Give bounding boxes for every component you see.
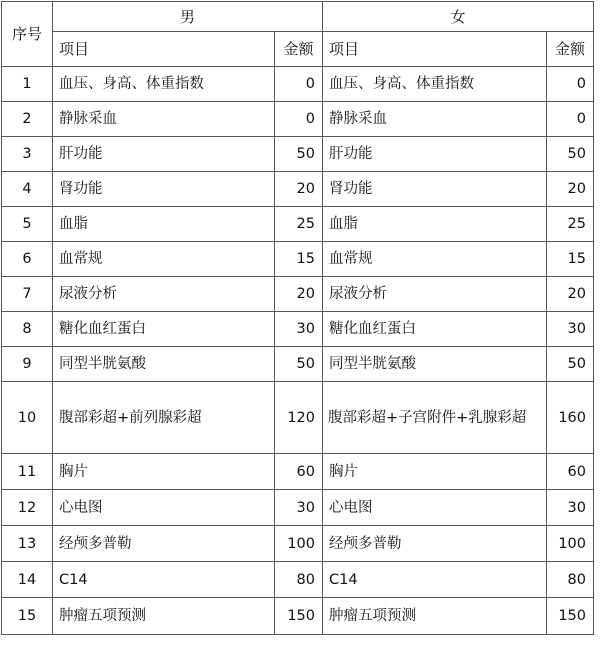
male-item: 糖化血红蛋白 bbox=[53, 312, 275, 347]
female-item: 糖化血红蛋白 bbox=[323, 312, 547, 347]
male-amount: 100 bbox=[275, 526, 323, 562]
female-item: 胸片 bbox=[323, 454, 547, 490]
index-column-header: 序号 bbox=[2, 2, 53, 67]
row-number: 14 bbox=[2, 562, 53, 598]
female-item: 肝功能 bbox=[323, 137, 547, 172]
female-amount: 0 bbox=[547, 67, 594, 102]
female-item: 尿液分析 bbox=[323, 277, 547, 312]
female-amount: 15 bbox=[547, 242, 594, 277]
female-item-header: 项目 bbox=[323, 32, 547, 67]
female-amount: 30 bbox=[547, 312, 594, 347]
row-number: 13 bbox=[2, 526, 53, 562]
female-amount: 100 bbox=[547, 526, 594, 562]
row-number: 7 bbox=[2, 277, 53, 312]
male-amount: 0 bbox=[275, 67, 323, 102]
female-amount: 50 bbox=[547, 347, 594, 382]
male-amount: 50 bbox=[275, 137, 323, 172]
table-row bbox=[2, 277, 594, 312]
male-item: 静脉采血 bbox=[53, 102, 275, 137]
female-amount: 20 bbox=[547, 277, 594, 312]
female-item: 肿瘤五项预测 bbox=[323, 598, 547, 635]
male-amount: 20 bbox=[275, 277, 323, 312]
male-item: 肝功能 bbox=[53, 137, 275, 172]
female-item: 血脂 bbox=[323, 207, 547, 242]
female-item: 经颅多普勒 bbox=[323, 526, 547, 562]
female-amount: 50 bbox=[547, 137, 594, 172]
male-item: 肿瘤五项预测 bbox=[53, 598, 275, 635]
table-row bbox=[2, 382, 594, 454]
table-row bbox=[2, 347, 594, 382]
table-row bbox=[2, 67, 594, 102]
table-row bbox=[2, 490, 594, 526]
row-number: 12 bbox=[2, 490, 53, 526]
male-amount-header: 金额 bbox=[275, 32, 323, 67]
row-number: 3 bbox=[2, 137, 53, 172]
table-row bbox=[2, 137, 594, 172]
male-item: 肾功能 bbox=[53, 172, 275, 207]
table-row bbox=[2, 312, 594, 347]
male-item: 同型半胱氨酸 bbox=[53, 347, 275, 382]
male-amount: 60 bbox=[275, 454, 323, 490]
male-amount: 120 bbox=[275, 382, 323, 454]
female-amount: 60 bbox=[547, 454, 594, 490]
female-item: 血常规 bbox=[323, 242, 547, 277]
header-row-fields bbox=[2, 32, 594, 67]
row-number: 11 bbox=[2, 454, 53, 490]
male-item-header: 项目 bbox=[53, 32, 275, 67]
table-row bbox=[2, 207, 594, 242]
female-item: 同型半胱氨酸 bbox=[323, 347, 547, 382]
male-item: 血脂 bbox=[53, 207, 275, 242]
male-amount: 0 bbox=[275, 102, 323, 137]
female-amount: 0 bbox=[547, 102, 594, 137]
table-row bbox=[2, 598, 594, 635]
table-row bbox=[2, 102, 594, 137]
table-row bbox=[2, 454, 594, 490]
male-item: 心电图 bbox=[53, 490, 275, 526]
table-row bbox=[2, 242, 594, 277]
checkup-price-table bbox=[1, 1, 594, 635]
male-amount: 150 bbox=[275, 598, 323, 635]
female-amount: 160 bbox=[547, 382, 594, 454]
row-number: 2 bbox=[2, 102, 53, 137]
male-amount: 30 bbox=[275, 490, 323, 526]
row-number: 8 bbox=[2, 312, 53, 347]
row-number: 9 bbox=[2, 347, 53, 382]
female-item: 腹部彩超+子宫附件+乳腺彩超 bbox=[323, 382, 547, 454]
table-row bbox=[2, 172, 594, 207]
female-amount: 25 bbox=[547, 207, 594, 242]
female-item: C14 bbox=[323, 562, 547, 598]
female-item: 肾功能 bbox=[323, 172, 547, 207]
female-item: 静脉采血 bbox=[323, 102, 547, 137]
male-item: 血常规 bbox=[53, 242, 275, 277]
female-amount: 30 bbox=[547, 490, 594, 526]
female-amount: 150 bbox=[547, 598, 594, 635]
male-item: 尿液分析 bbox=[53, 277, 275, 312]
row-number: 1 bbox=[2, 67, 53, 102]
male-amount: 50 bbox=[275, 347, 323, 382]
male-item: 血压、身高、体重指数 bbox=[53, 67, 275, 102]
table-row bbox=[2, 562, 594, 598]
male-item: 胸片 bbox=[53, 454, 275, 490]
female-amount: 80 bbox=[547, 562, 594, 598]
male-item: 经颅多普勒 bbox=[53, 526, 275, 562]
female-item: 心电图 bbox=[323, 490, 547, 526]
female-column-header: 女 bbox=[323, 2, 594, 32]
male-column-header: 男 bbox=[53, 2, 323, 32]
female-amount: 20 bbox=[547, 172, 594, 207]
male-amount: 25 bbox=[275, 207, 323, 242]
male-amount: 20 bbox=[275, 172, 323, 207]
row-number: 10 bbox=[2, 382, 53, 454]
male-item: 腹部彩超+前列腺彩超 bbox=[53, 382, 275, 454]
table-row bbox=[2, 526, 594, 562]
row-number: 4 bbox=[2, 172, 53, 207]
male-amount: 15 bbox=[275, 242, 323, 277]
female-item: 血压、身高、体重指数 bbox=[323, 67, 547, 102]
male-item: C14 bbox=[53, 562, 275, 598]
row-number: 5 bbox=[2, 207, 53, 242]
header-row-gender bbox=[2, 2, 594, 32]
male-amount: 80 bbox=[275, 562, 323, 598]
row-number: 15 bbox=[2, 598, 53, 635]
female-amount-header: 金额 bbox=[547, 32, 594, 67]
row-number: 6 bbox=[2, 242, 53, 277]
male-amount: 30 bbox=[275, 312, 323, 347]
